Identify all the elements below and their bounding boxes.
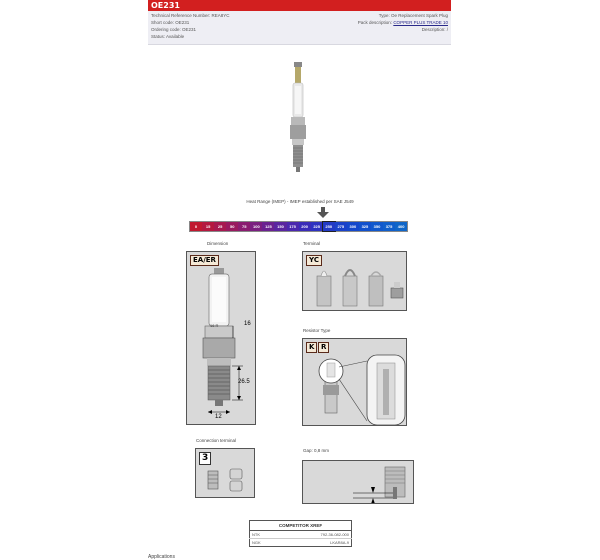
competitor-ref: 792-36-082-000: [279, 531, 352, 539]
hex-label: 16 R: [210, 323, 219, 328]
heat-range-cell-300: 300: [347, 222, 359, 231]
heat-range-cell-15: 15: [202, 222, 214, 231]
short-code: Short code: OE231: [151, 20, 190, 25]
table-row: [250, 531, 352, 539]
description: Description: /: [421, 27, 448, 32]
heat-range-cell-150: 150: [274, 222, 286, 231]
connection-caption: Connection terminal: [196, 438, 237, 443]
resistor-panel: [302, 338, 407, 426]
gap-caption: Gap: 0,8 mm: [303, 448, 330, 453]
heat-range-cell-350: 350: [371, 222, 383, 231]
dimension-drawing: [187, 252, 256, 425]
status: Status: Available: [151, 34, 185, 39]
pack-description: [358, 20, 448, 26]
gap-panel: [302, 460, 414, 504]
heat-range-cell-175: 175: [287, 222, 299, 231]
pack-link[interactable]: COPPER PLUS TRADE 10: [393, 20, 448, 25]
connection-drawing: [196, 449, 255, 498]
connection-panel: [195, 448, 255, 498]
terminal-panel: [302, 251, 407, 311]
technical-reference: Technical Reference Number: REA8YC: [151, 13, 230, 18]
resistor-code-k: K: [306, 342, 317, 353]
ordering-code: Ordering code: OE231: [151, 27, 197, 32]
page-title: OE231: [151, 1, 180, 10]
heat-range-cell-50: 50: [226, 222, 238, 231]
heat-range-cell-325: 325: [359, 222, 371, 231]
heat-range-cell-75: 75: [238, 222, 250, 231]
terminal-code: YC: [306, 255, 322, 266]
gap-drawing: [303, 461, 414, 504]
resistor-code-r: R: [318, 342, 329, 353]
competitor-brand: NTK: [250, 531, 279, 539]
applications-heading: Applications: [148, 554, 175, 560]
spark-plug-image: [278, 56, 318, 196]
heat-range-title: Heat Range (IMEP) - IMEP established per SAE J549: [246, 199, 354, 204]
pack-label: Pack description:: [357, 20, 393, 25]
competitor-brand: NGK: [250, 539, 279, 547]
heat-range-cell-275: 275: [335, 222, 347, 231]
terminal-drawing: [303, 252, 407, 311]
terminal-caption: Terminal: [303, 241, 321, 246]
heat-range-cell-250: 250: [323, 222, 335, 231]
heat-range-cell-125: 125: [262, 222, 274, 231]
dimension-26-5: 26.5: [238, 379, 250, 385]
heat-range-cell-400: 400: [395, 222, 407, 231]
heat-range-cell-225: 225: [311, 222, 323, 231]
competitor-title: COMPETITOR XREF: [250, 521, 352, 531]
heat-range-cell-100: 100: [250, 222, 262, 231]
heat-range-cell-25: 25: [214, 222, 226, 231]
competitor-ref: LKAR8A-9: [279, 539, 352, 547]
dimension-16: 16: [244, 321, 251, 327]
product-info-box: [148, 11, 451, 45]
header-bar: [148, 0, 451, 11]
heat-range-scale: [189, 221, 408, 232]
resistor-caption: Resistor Type: [303, 328, 331, 333]
connection-code: 3: [199, 452, 211, 465]
table-row: [250, 539, 352, 547]
dimension-code: EA/ER: [190, 255, 219, 266]
heat-range-cell-375: 375: [383, 222, 395, 231]
dimension-panel: [186, 251, 256, 425]
heat-range-cell-0: 0: [190, 222, 202, 231]
product-type: Type: Oe Replacement Spark Plug: [378, 13, 448, 18]
heat-range-cell-200: 200: [299, 222, 311, 231]
resistor-drawing: [303, 339, 407, 426]
selected-heat-arrow-icon: [316, 207, 330, 219]
competitor-xref-table: [249, 520, 352, 547]
dimension-caption: Dimension: [207, 241, 229, 246]
dimension-12: 12: [215, 414, 222, 420]
